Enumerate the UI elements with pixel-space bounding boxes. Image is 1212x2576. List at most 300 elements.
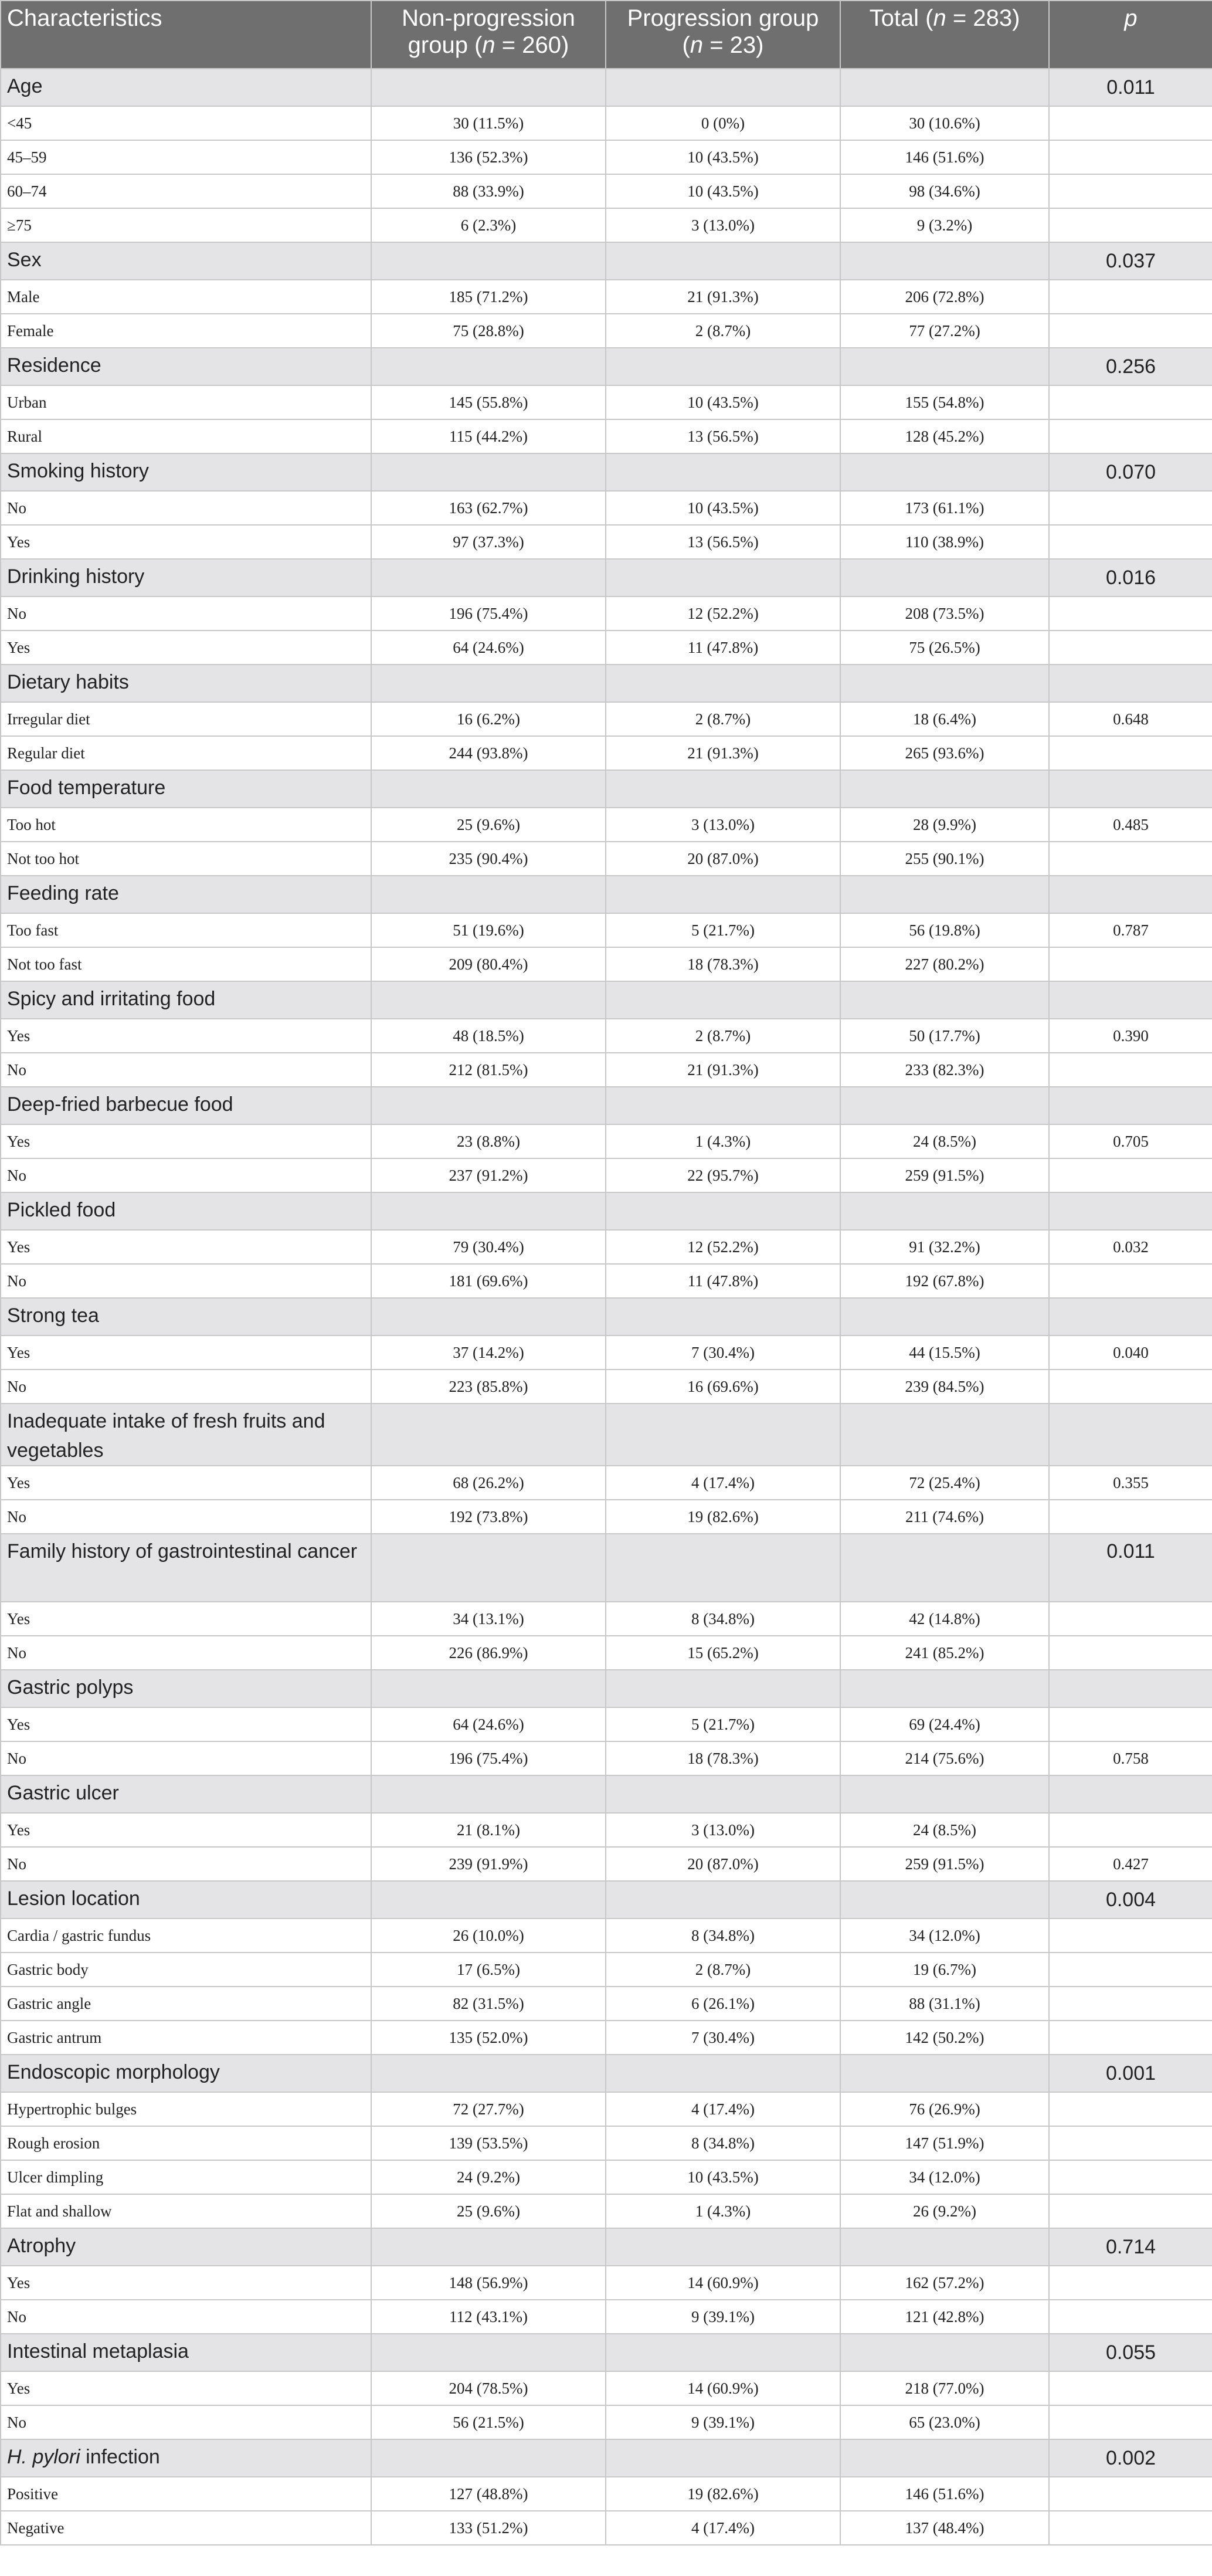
row-p-value xyxy=(1049,1987,1212,2021)
header-nonprog-line1: Non-progression xyxy=(402,5,575,31)
progression-value: 22 (95.7%) xyxy=(606,1158,840,1192)
header-nonprogression xyxy=(371,1,606,69)
row-label: Too hot xyxy=(1,808,371,842)
row-p-value xyxy=(1049,1919,1212,1953)
row-label: 45–59 xyxy=(1,140,371,174)
section-label: Gastric polyps xyxy=(1,1670,371,1707)
nonprogression-value: 112 (43.1%) xyxy=(371,2300,606,2334)
table-row xyxy=(1,1919,1212,1953)
section-empty-cell xyxy=(371,69,606,106)
row-label: Yes xyxy=(1,631,371,665)
table-row xyxy=(1,2092,1212,2126)
table-row xyxy=(1,419,1212,453)
section-empty-cell xyxy=(371,348,606,385)
nonprogression-value: 204 (78.5%) xyxy=(371,2371,606,2405)
table-row xyxy=(1,2477,1212,2511)
table-row xyxy=(1,1019,1212,1053)
row-p-value xyxy=(1049,1158,1212,1192)
progression-value: 10 (43.5%) xyxy=(606,491,840,525)
table-row xyxy=(1,1602,1212,1636)
section-p-value: 0.002 xyxy=(1049,2439,1212,2477)
progression-value: 8 (34.8%) xyxy=(606,1919,840,1953)
section-label: Drinking history xyxy=(1,559,371,596)
header-p xyxy=(1049,1,1212,69)
section-empty-cell xyxy=(840,1775,1049,1813)
section-empty-cell xyxy=(840,242,1049,280)
progression-value: 2 (8.7%) xyxy=(606,1019,840,1053)
table-row xyxy=(1,736,1212,770)
row-p-value xyxy=(1049,2266,1212,2300)
row-label: No xyxy=(1,1370,371,1404)
section-label: Endoscopic morphology xyxy=(1,2055,371,2092)
header-nonprog-c: = 260) xyxy=(495,32,569,58)
header-row xyxy=(1,1,1212,69)
section-p-value xyxy=(1049,1670,1212,1707)
total-value: 56 (19.8%) xyxy=(840,913,1049,947)
section-empty-cell xyxy=(840,1534,1049,1602)
section-p-value xyxy=(1049,981,1212,1019)
section-empty-cell xyxy=(371,1775,606,1813)
total-value: 42 (14.8%) xyxy=(840,1602,1049,1636)
section-label: Gastric ulcer xyxy=(1,1775,371,1813)
progression-value: 13 (56.5%) xyxy=(606,525,840,559)
progression-value: 14 (60.9%) xyxy=(606,2266,840,2300)
table-row xyxy=(1,1264,1212,1298)
table-row xyxy=(1,808,1212,842)
table-row xyxy=(1,1336,1212,1370)
row-p-value: 0.032 xyxy=(1049,1230,1212,1264)
progression-value: 8 (34.8%) xyxy=(606,1602,840,1636)
progression-value: 20 (87.0%) xyxy=(606,1847,840,1881)
row-p-value xyxy=(1049,2405,1212,2439)
total-value: 88 (31.1%) xyxy=(840,1987,1049,2021)
progression-value: 9 (39.1%) xyxy=(606,2300,840,2334)
progression-value: 20 (87.0%) xyxy=(606,842,840,876)
section-empty-cell xyxy=(840,1087,1049,1124)
section-empty-cell xyxy=(606,1534,840,1602)
row-p-value xyxy=(1049,1813,1212,1847)
row-label: Cardia / gastric fundus xyxy=(1,1919,371,1953)
total-value: 259 (91.5%) xyxy=(840,1158,1049,1192)
section-p-value: 0.714 xyxy=(1049,2228,1212,2266)
total-value: 162 (57.2%) xyxy=(840,2266,1049,2300)
row-label: No xyxy=(1,596,371,631)
table-row xyxy=(1,1370,1212,1404)
row-label: Negative xyxy=(1,2511,371,2545)
row-label: Not too fast xyxy=(1,947,371,981)
row-p-value xyxy=(1049,842,1212,876)
section-empty-cell xyxy=(840,559,1049,596)
table-row xyxy=(1,1124,1212,1158)
total-value: 9 (3.2%) xyxy=(840,208,1049,242)
section-row xyxy=(1,876,1212,913)
nonprogression-value: 185 (71.2%) xyxy=(371,280,606,314)
section-label: Intestinal metaplasia xyxy=(1,2334,371,2371)
nonprogression-value: 127 (48.8%) xyxy=(371,2477,606,2511)
row-p-value: 0.787 xyxy=(1049,913,1212,947)
row-p-value xyxy=(1049,1370,1212,1404)
section-p-value xyxy=(1049,1087,1212,1124)
table-row xyxy=(1,1741,1212,1775)
row-label: ≥75 xyxy=(1,208,371,242)
row-p-value xyxy=(1049,2194,1212,2228)
section-row xyxy=(1,348,1212,385)
section-empty-cell xyxy=(371,1534,606,1602)
section-empty-cell xyxy=(840,453,1049,491)
section-empty-cell xyxy=(606,2228,840,2266)
section-empty-cell xyxy=(840,981,1049,1019)
total-value: 155 (54.8%) xyxy=(840,385,1049,419)
nonprogression-value: 196 (75.4%) xyxy=(371,1741,606,1775)
row-label: Positive xyxy=(1,2477,371,2511)
section-row xyxy=(1,1670,1212,1707)
table-row xyxy=(1,1847,1212,1881)
section-p-value xyxy=(1049,770,1212,808)
progression-value: 3 (13.0%) xyxy=(606,808,840,842)
total-value: 192 (67.8%) xyxy=(840,1264,1049,1298)
header-prog-line1: Progression group xyxy=(627,5,819,31)
nonprogression-value: 97 (37.3%) xyxy=(371,525,606,559)
nonprogression-value: 115 (44.2%) xyxy=(371,419,606,453)
nonprogression-value: 82 (31.5%) xyxy=(371,1987,606,2021)
section-empty-cell xyxy=(606,1192,840,1230)
section-empty-cell xyxy=(371,559,606,596)
nonprogression-value: 30 (11.5%) xyxy=(371,106,606,140)
nonprogression-value: 148 (56.9%) xyxy=(371,2266,606,2300)
row-p-value xyxy=(1049,2300,1212,2334)
row-p-value xyxy=(1049,736,1212,770)
progression-value: 5 (21.7%) xyxy=(606,1707,840,1741)
row-label: Yes xyxy=(1,1124,371,1158)
row-label: Ulcer dimpling xyxy=(1,2160,371,2194)
total-value: 24 (8.5%) xyxy=(840,1813,1049,1847)
section-label: Deep-fried barbecue food xyxy=(1,1087,371,1124)
nonprogression-value: 136 (52.3%) xyxy=(371,140,606,174)
row-p-value xyxy=(1049,596,1212,631)
row-label: Urban xyxy=(1,385,371,419)
row-label: No xyxy=(1,1264,371,1298)
section-p-value: 0.037 xyxy=(1049,242,1212,280)
progression-value: 15 (65.2%) xyxy=(606,1636,840,1670)
nonprogression-value: 139 (53.5%) xyxy=(371,2126,606,2160)
table-row xyxy=(1,2511,1212,2545)
total-value: 24 (8.5%) xyxy=(840,1124,1049,1158)
total-value: 65 (23.0%) xyxy=(840,2405,1049,2439)
progression-value: 4 (17.4%) xyxy=(606,2511,840,2545)
total-value: 72 (25.4%) xyxy=(840,1466,1049,1500)
row-p-value: 0.648 xyxy=(1049,702,1212,736)
row-p-value xyxy=(1049,419,1212,453)
total-value: 69 (24.4%) xyxy=(840,1707,1049,1741)
row-label: Yes xyxy=(1,1813,371,1847)
row-label: No xyxy=(1,1053,371,1087)
progression-value: 2 (8.7%) xyxy=(606,314,840,348)
total-value: 265 (93.6%) xyxy=(840,736,1049,770)
table-row xyxy=(1,1158,1212,1192)
row-p-value xyxy=(1049,1602,1212,1636)
row-p-value xyxy=(1049,947,1212,981)
nonprogression-value: 244 (93.8%) xyxy=(371,736,606,770)
row-p-value xyxy=(1049,2160,1212,2194)
nonprogression-value: 212 (81.5%) xyxy=(371,1053,606,1087)
section-p-value xyxy=(1049,1298,1212,1336)
section-empty-cell xyxy=(840,348,1049,385)
section-p-value: 0.011 xyxy=(1049,69,1212,106)
section-empty-cell xyxy=(606,1881,840,1919)
section-empty-cell xyxy=(840,1192,1049,1230)
progression-value: 11 (47.8%) xyxy=(606,631,840,665)
section-p-value xyxy=(1049,1192,1212,1230)
progression-value: 9 (39.1%) xyxy=(606,2405,840,2439)
row-p-value xyxy=(1049,2511,1212,2545)
nonprogression-value: 17 (6.5%) xyxy=(371,1953,606,1987)
section-row xyxy=(1,1298,1212,1336)
nonprogression-value: 56 (21.5%) xyxy=(371,2405,606,2439)
nonprogression-value: 64 (24.6%) xyxy=(371,1707,606,1741)
table-row xyxy=(1,525,1212,559)
row-label: Rough erosion xyxy=(1,2126,371,2160)
section-row xyxy=(1,1534,1212,1602)
row-label: No xyxy=(1,1847,371,1881)
total-value: 128 (45.2%) xyxy=(840,419,1049,453)
section-label: Dietary habits xyxy=(1,665,371,702)
section-row xyxy=(1,1775,1212,1813)
progression-value: 2 (8.7%) xyxy=(606,702,840,736)
section-row xyxy=(1,665,1212,702)
total-value: 34 (12.0%) xyxy=(840,2160,1049,2194)
total-value: 50 (17.7%) xyxy=(840,1019,1049,1053)
total-value: 75 (26.5%) xyxy=(840,631,1049,665)
section-empty-cell xyxy=(840,1881,1049,1919)
progression-value: 10 (43.5%) xyxy=(606,385,840,419)
row-p-value xyxy=(1049,2477,1212,2511)
section-empty-cell xyxy=(840,1298,1049,1336)
row-p-value xyxy=(1049,1707,1212,1741)
section-row xyxy=(1,2055,1212,2092)
section-p-value xyxy=(1049,665,1212,702)
header-total-a: Total ( xyxy=(869,5,933,31)
row-label: Irregular diet xyxy=(1,702,371,736)
row-p-value xyxy=(1049,174,1212,208)
row-p-value xyxy=(1049,314,1212,348)
row-label: Yes xyxy=(1,1336,371,1370)
row-label: 60–74 xyxy=(1,174,371,208)
progression-value: 1 (4.3%) xyxy=(606,2194,840,2228)
nonprogression-value: 163 (62.7%) xyxy=(371,491,606,525)
section-p-value: 0.011 xyxy=(1049,1534,1212,1602)
total-value: 30 (10.6%) xyxy=(840,106,1049,140)
table-row xyxy=(1,280,1212,314)
row-p-value xyxy=(1049,491,1212,525)
nonprogression-value: 26 (10.0%) xyxy=(371,1919,606,1953)
row-p-value: 0.485 xyxy=(1049,808,1212,842)
row-label: Female xyxy=(1,314,371,348)
total-value: 218 (77.0%) xyxy=(840,2371,1049,2405)
section-empty-cell xyxy=(606,1404,840,1466)
total-value: 173 (61.1%) xyxy=(840,491,1049,525)
section-row xyxy=(1,1404,1212,1466)
row-p-value xyxy=(1049,1053,1212,1087)
row-label: Yes xyxy=(1,1466,371,1500)
row-label: Yes xyxy=(1,2371,371,2405)
table-row xyxy=(1,2021,1212,2055)
section-empty-cell xyxy=(606,876,840,913)
table-row xyxy=(1,2194,1212,2228)
row-p-value xyxy=(1049,2021,1212,2055)
row-p-value xyxy=(1049,1953,1212,1987)
progression-value: 13 (56.5%) xyxy=(606,419,840,453)
row-p-value: 0.758 xyxy=(1049,1741,1212,1775)
section-empty-cell xyxy=(840,1404,1049,1466)
total-value: 34 (12.0%) xyxy=(840,1919,1049,1953)
section-label: Atrophy xyxy=(1,2228,371,2266)
section-empty-cell xyxy=(840,2439,1049,2477)
table-row xyxy=(1,2371,1212,2405)
total-value: 233 (82.3%) xyxy=(840,1053,1049,1087)
section-label: Family history of gastrointestinal cancer xyxy=(1,1534,371,1602)
table-row xyxy=(1,208,1212,242)
section-empty-cell xyxy=(606,981,840,1019)
total-value: 259 (91.5%) xyxy=(840,1847,1049,1881)
section-label: Pickled food xyxy=(1,1192,371,1230)
table-body xyxy=(1,69,1212,2545)
row-p-value: 0.355 xyxy=(1049,1466,1212,1500)
header-prog-n: n xyxy=(690,32,704,58)
header-p-label: p xyxy=(1124,5,1138,31)
total-value: 211 (74.6%) xyxy=(840,1500,1049,1534)
section-label: Lesion location xyxy=(1,1881,371,1919)
total-value: 208 (73.5%) xyxy=(840,596,1049,631)
section-empty-cell xyxy=(606,1670,840,1707)
section-p-value xyxy=(1049,1775,1212,1813)
progression-value: 18 (78.3%) xyxy=(606,947,840,981)
section-row xyxy=(1,2228,1212,2266)
section-empty-cell xyxy=(371,1087,606,1124)
row-p-value xyxy=(1049,385,1212,419)
row-label: No xyxy=(1,491,371,525)
section-empty-cell xyxy=(840,665,1049,702)
section-p-value xyxy=(1049,876,1212,913)
section-empty-cell xyxy=(840,1670,1049,1707)
header-characteristics: Characteristics xyxy=(1,1,371,69)
row-p-value xyxy=(1049,106,1212,140)
nonprogression-value: 135 (52.0%) xyxy=(371,2021,606,2055)
row-p-value xyxy=(1049,2371,1212,2405)
table-row xyxy=(1,385,1212,419)
row-p-value xyxy=(1049,2092,1212,2126)
table-row xyxy=(1,2405,1212,2439)
section-empty-cell xyxy=(606,559,840,596)
total-value: 98 (34.6%) xyxy=(840,174,1049,208)
row-p-value: 0.705 xyxy=(1049,1124,1212,1158)
section-row xyxy=(1,1881,1212,1919)
section-p-value: 0.070 xyxy=(1049,453,1212,491)
section-empty-cell xyxy=(371,2228,606,2266)
total-value: 44 (15.5%) xyxy=(840,1336,1049,1370)
nonprogression-value: 88 (33.9%) xyxy=(371,174,606,208)
nonprogression-value: 235 (90.4%) xyxy=(371,842,606,876)
total-value: 206 (72.8%) xyxy=(840,280,1049,314)
section-p-value: 0.055 xyxy=(1049,2334,1212,2371)
section-empty-cell xyxy=(606,242,840,280)
progression-value: 12 (52.2%) xyxy=(606,1230,840,1264)
section-empty-cell xyxy=(840,2228,1049,2266)
row-p-value: 0.040 xyxy=(1049,1336,1212,1370)
row-label: No xyxy=(1,2405,371,2439)
progression-value: 21 (91.3%) xyxy=(606,736,840,770)
progression-value: 1 (4.3%) xyxy=(606,1124,840,1158)
row-label: Gastric body xyxy=(1,1953,371,1987)
table-row xyxy=(1,702,1212,736)
table-row xyxy=(1,140,1212,174)
section-label: Age xyxy=(1,69,371,106)
section-row xyxy=(1,770,1212,808)
nonprogression-value: 24 (9.2%) xyxy=(371,2160,606,2194)
section-p-value: 0.016 xyxy=(1049,559,1212,596)
total-value: 26 (9.2%) xyxy=(840,2194,1049,2228)
section-empty-cell xyxy=(371,1404,606,1466)
row-label: Gastric antrum xyxy=(1,2021,371,2055)
row-label: Yes xyxy=(1,1707,371,1741)
total-value: 241 (85.2%) xyxy=(840,1636,1049,1670)
section-empty-cell xyxy=(371,1670,606,1707)
table-row xyxy=(1,842,1212,876)
row-label: No xyxy=(1,1636,371,1670)
nonprogression-value: 51 (19.6%) xyxy=(371,913,606,947)
table-row xyxy=(1,2266,1212,2300)
nonprogression-value: 209 (80.4%) xyxy=(371,947,606,981)
row-label: Gastric angle xyxy=(1,1987,371,2021)
row-p-value xyxy=(1049,1500,1212,1534)
progression-value: 19 (82.6%) xyxy=(606,1500,840,1534)
section-row xyxy=(1,1087,1212,1124)
section-empty-cell xyxy=(606,348,840,385)
nonprogression-value: 79 (30.4%) xyxy=(371,1230,606,1264)
section-empty-cell xyxy=(606,69,840,106)
header-total xyxy=(840,1,1049,69)
row-label: Flat and shallow xyxy=(1,2194,371,2228)
row-label: No xyxy=(1,1158,371,1192)
header-total-c: = 283) xyxy=(946,5,1020,31)
section-empty-cell xyxy=(371,242,606,280)
table-row xyxy=(1,1813,1212,1847)
progression-value: 16 (69.6%) xyxy=(606,1370,840,1404)
section-row xyxy=(1,559,1212,596)
section-empty-cell xyxy=(371,876,606,913)
section-row xyxy=(1,981,1212,1019)
header-nonprog-b: group ( xyxy=(408,32,483,58)
progression-value: 10 (43.5%) xyxy=(606,140,840,174)
total-value: 121 (42.8%) xyxy=(840,2300,1049,2334)
row-label: No xyxy=(1,1741,371,1775)
total-value: 146 (51.6%) xyxy=(840,2477,1049,2511)
section-label xyxy=(1,2439,371,2477)
header-total-n: n xyxy=(933,5,946,31)
table-row xyxy=(1,1053,1212,1087)
progression-value: 19 (82.6%) xyxy=(606,2477,840,2511)
progression-value: 7 (30.4%) xyxy=(606,2021,840,2055)
section-empty-cell xyxy=(606,1298,840,1336)
progression-value: 4 (17.4%) xyxy=(606,1466,840,1500)
total-value: 18 (6.4%) xyxy=(840,702,1049,736)
total-value: 76 (26.9%) xyxy=(840,2092,1049,2126)
row-label: No xyxy=(1,2300,371,2334)
progression-value: 14 (60.9%) xyxy=(606,2371,840,2405)
section-empty-cell xyxy=(606,2439,840,2477)
row-p-value xyxy=(1049,631,1212,665)
table-row xyxy=(1,947,1212,981)
section-label: Smoking history xyxy=(1,453,371,491)
